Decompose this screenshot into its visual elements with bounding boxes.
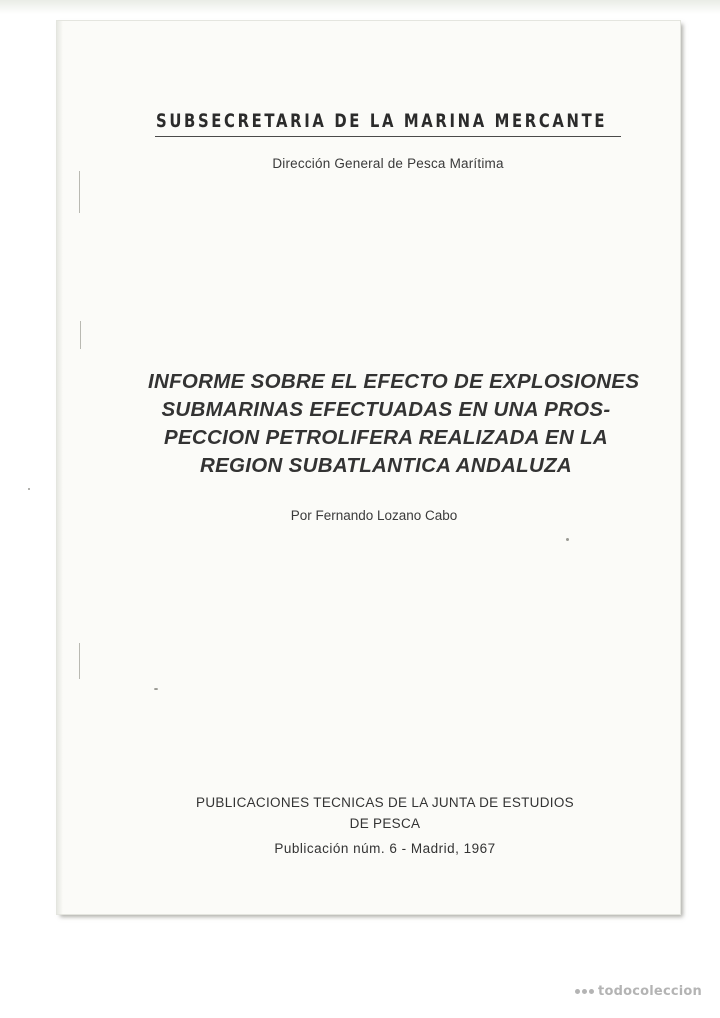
paper-speck: [154, 688, 158, 690]
document-title: [148, 368, 640, 480]
heading-underline: [155, 136, 621, 137]
paper-crease: [79, 171, 80, 213]
watermark-logo: [575, 984, 702, 999]
title-line: SUBMARINAS EFECTUADAS EN UNA PROS-: [161, 398, 611, 421]
scan-border: [0, 0, 720, 14]
paper-crease: [79, 643, 80, 679]
paper-crease: [80, 321, 81, 349]
paper-speck: [28, 488, 30, 490]
publication-number: Publicación núm. 6 - Madrid, 1967: [274, 841, 496, 856]
title-line: PECCION PETROLIFERA REALIZADA EN LA: [163, 426, 609, 449]
publisher-line: PUBLICACIONES TECNICAS DE LA JUNTA DE ESTUDIOS: [196, 795, 574, 810]
title-line: REGION SUBATLANTICA ANDALUZA: [199, 454, 573, 477]
author-line: Por Fernando Lozano Cabo: [290, 508, 458, 523]
watermark-dots-icon: [575, 989, 594, 994]
organization-heading: SUBSECRETARIA DE LA MARINA MERCANTE: [156, 110, 608, 132]
watermark-text: todocoleccion: [598, 984, 702, 999]
publisher-block: [150, 792, 620, 859]
spine-shadow: [57, 21, 63, 914]
paper-speck: [566, 538, 569, 541]
department-subtitle: Dirección General de Pesca Marítima: [272, 156, 504, 171]
publisher-line: DE PESCA: [349, 816, 421, 831]
title-line: INFORME SOBRE EL EFECTO DE EXPLOSIONES: [148, 370, 640, 393]
